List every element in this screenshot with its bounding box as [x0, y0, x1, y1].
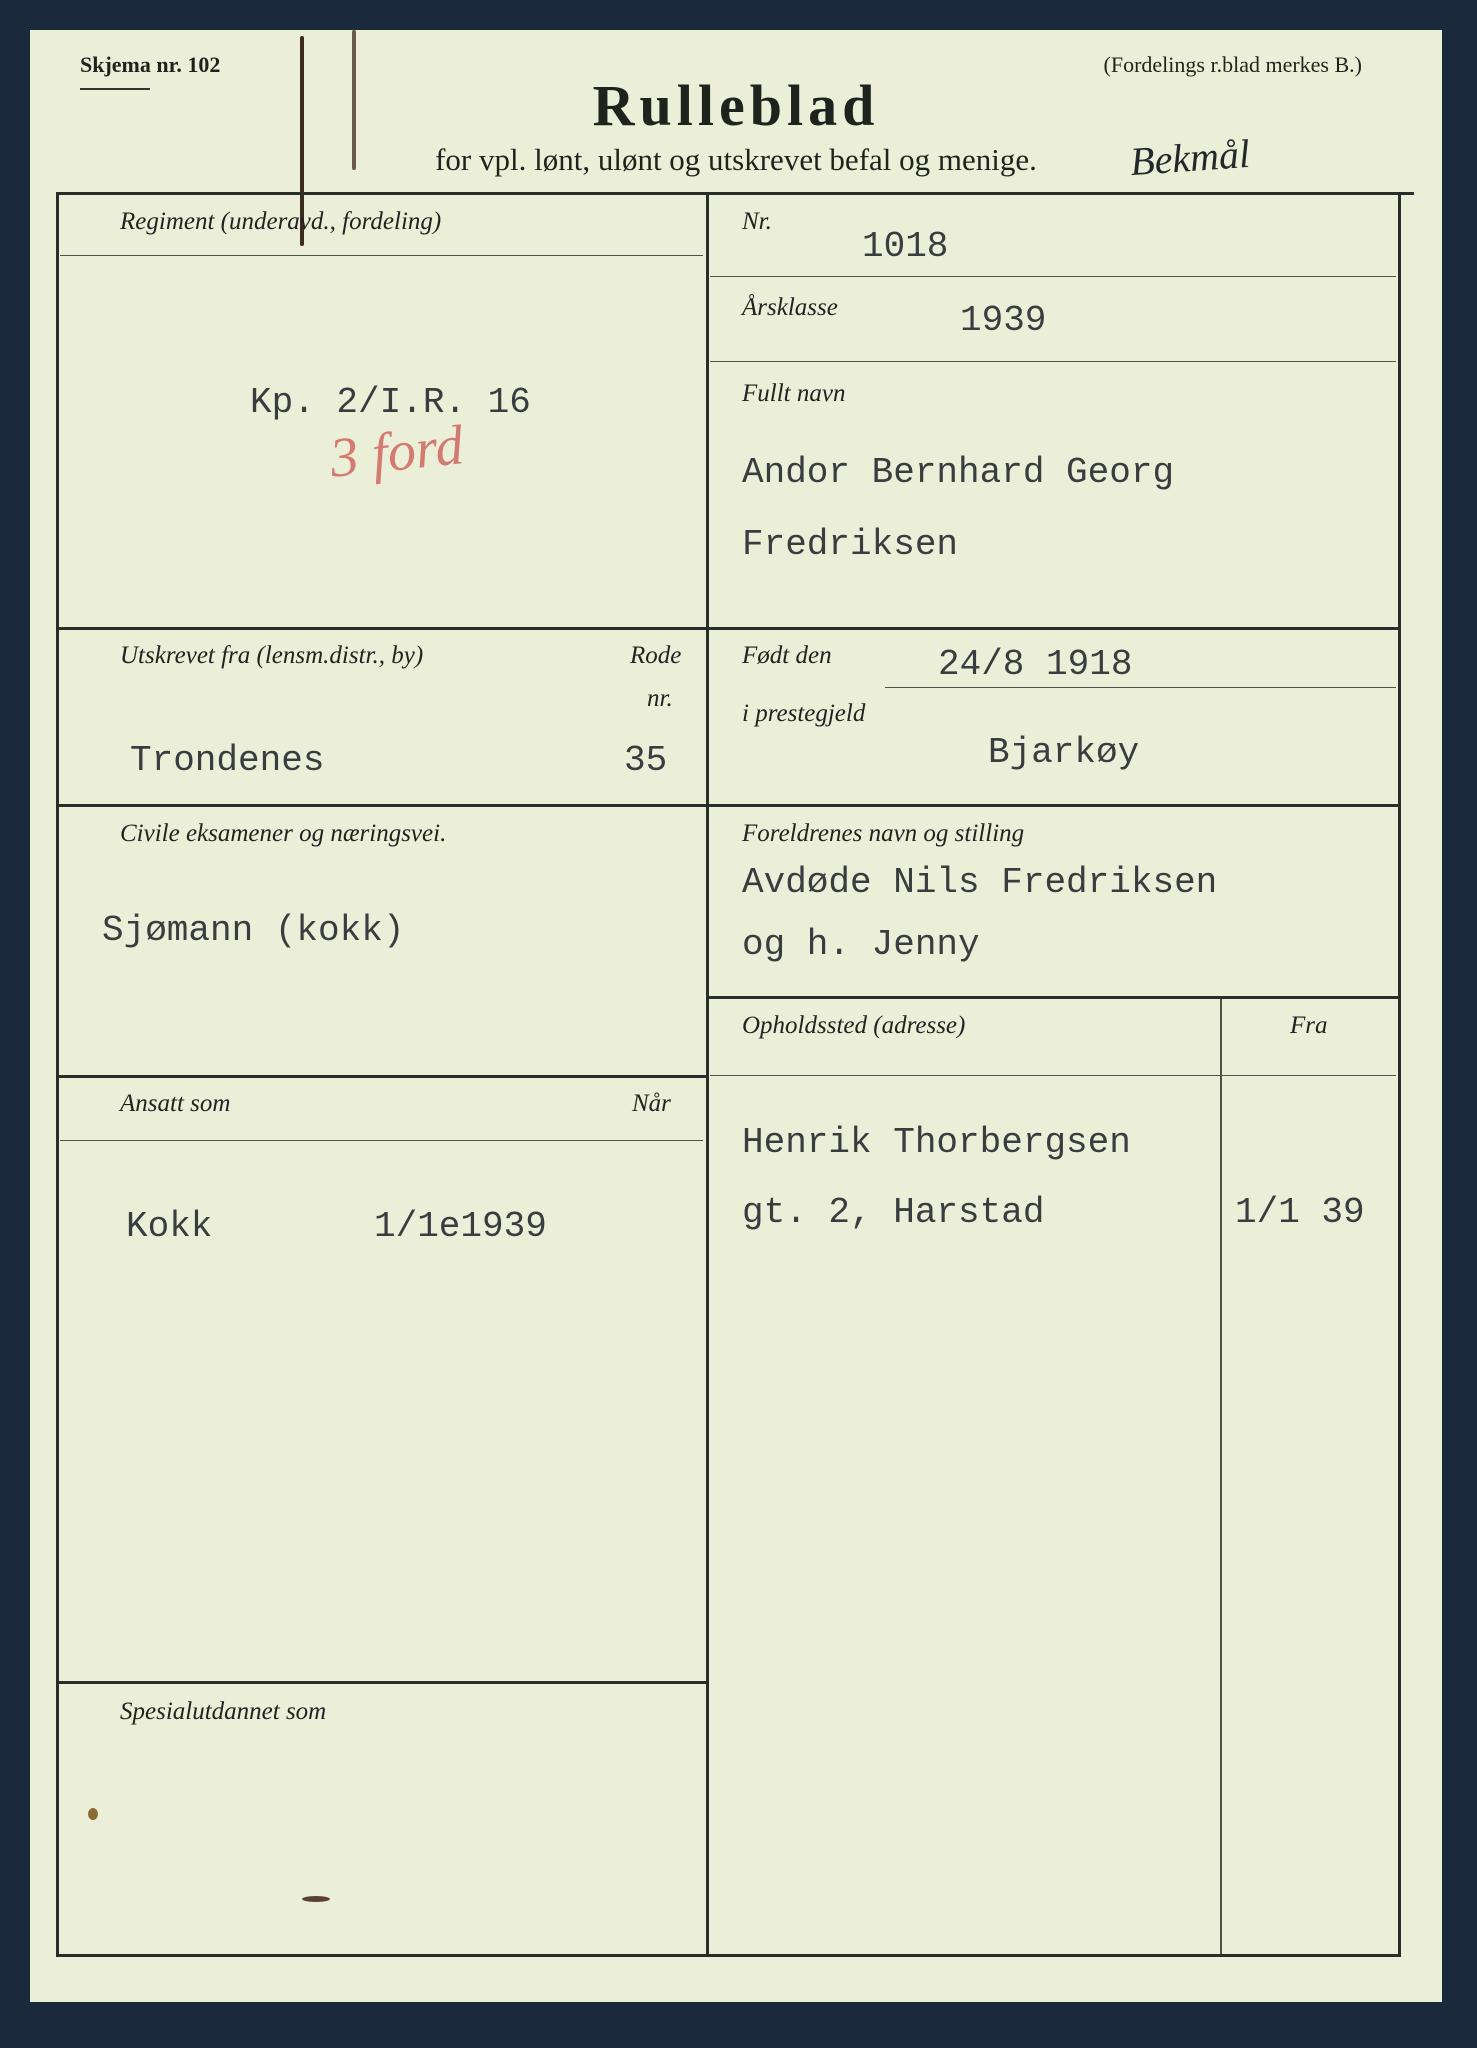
employed-role: Kokk — [126, 1206, 213, 1247]
employed-when-label: Når — [632, 1090, 671, 1117]
divider-ansatt — [56, 1075, 708, 1078]
frame-right — [1398, 192, 1401, 1957]
full-name-line1: Andor Bernhard Georg — [742, 452, 1175, 493]
parish-label: i prestegjeld — [742, 700, 866, 727]
rode-nr-label: nr. — [647, 685, 673, 712]
page-subtitle: for vpl. lønt, ulønt og utskrevet befal og menige. — [435, 142, 1037, 177]
rode-value: 35 — [624, 740, 668, 781]
parents-line1: Avdøde Nils Fredriksen — [742, 862, 1218, 903]
birthdate-label: Født den — [742, 642, 832, 669]
arsklasse-rule — [710, 361, 1396, 362]
employed-date: 1/1e1939 — [374, 1206, 547, 1247]
nr-label: Nr. — [742, 208, 772, 235]
fold-mark-right — [352, 30, 356, 170]
civil-value: Sjømann (kokk) — [102, 910, 405, 951]
record-card — [30, 30, 1442, 2002]
arsklasse-label: Årsklasse — [742, 294, 838, 321]
full-name-line2: Fredriksen — [742, 524, 959, 565]
divider-utskrevet — [56, 627, 708, 630]
residence-label-rule — [710, 1075, 1396, 1076]
full-name-label: Fullt navn — [742, 380, 846, 407]
utskrevet-label: Utskrevet fra (lensm.distr., by) — [120, 642, 424, 669]
page-title: Rulleblad — [592, 73, 880, 138]
parish-value: Bjarkøy — [988, 732, 1140, 773]
divider-civil — [56, 804, 708, 807]
residence-line1: Henrik Thorbergsen — [742, 1122, 1131, 1163]
stain-spot — [88, 1808, 98, 1820]
birthdate-value: 24/8 1918 — [938, 644, 1133, 685]
residence-label: Opholdssted (adresse) — [742, 1012, 966, 1039]
utskrevet-value: Trondenes — [130, 740, 325, 781]
nr-rule — [710, 276, 1396, 277]
regiment-value: Kp. 2/I.R. 16 — [250, 382, 531, 423]
employed-label: Ansatt som — [120, 1090, 231, 1117]
divider-parents — [706, 804, 1399, 807]
frame-bottom — [56, 1954, 1401, 1957]
ansatt-label-rule — [60, 1140, 703, 1141]
form-number: Skjema nr. 102 — [80, 52, 221, 77]
residence-from-value: 1/1 39 — [1235, 1192, 1365, 1233]
regiment-label-rule — [60, 255, 703, 256]
stain-smudge — [302, 1896, 330, 1902]
special-label: Spesialutdannet som — [120, 1698, 327, 1725]
handwritten-signature: Bekmål — [1128, 130, 1252, 185]
divider-special — [56, 1681, 708, 1684]
birthdate-rule — [885, 687, 1396, 688]
civil-label: Civile eksamener og næringsvei. — [120, 820, 447, 847]
residence-fra-column-rule — [1220, 999, 1222, 1954]
divider-residence — [706, 996, 1399, 999]
parents-label: Foreldrenes navn og stilling — [742, 820, 1025, 847]
divider-birth — [706, 627, 1399, 630]
frame-top — [56, 192, 1414, 195]
residence-line2: gt. 2, Harstad — [742, 1192, 1045, 1233]
arsklasse-value: 1939 — [960, 300, 1047, 341]
nr-value: 1018 — [862, 226, 949, 267]
parents-line2: og h. Jenny — [742, 924, 980, 965]
regiment-label: Regiment (underavd., fordeling) — [120, 208, 442, 235]
regiment-handwritten-note: 3 ford — [327, 414, 467, 490]
distribution-note: (Fordelings r.blad merkes B.) — [1103, 52, 1362, 77]
rode-label: Rode — [630, 642, 682, 669]
residence-from-label: Fra — [1290, 1012, 1328, 1039]
